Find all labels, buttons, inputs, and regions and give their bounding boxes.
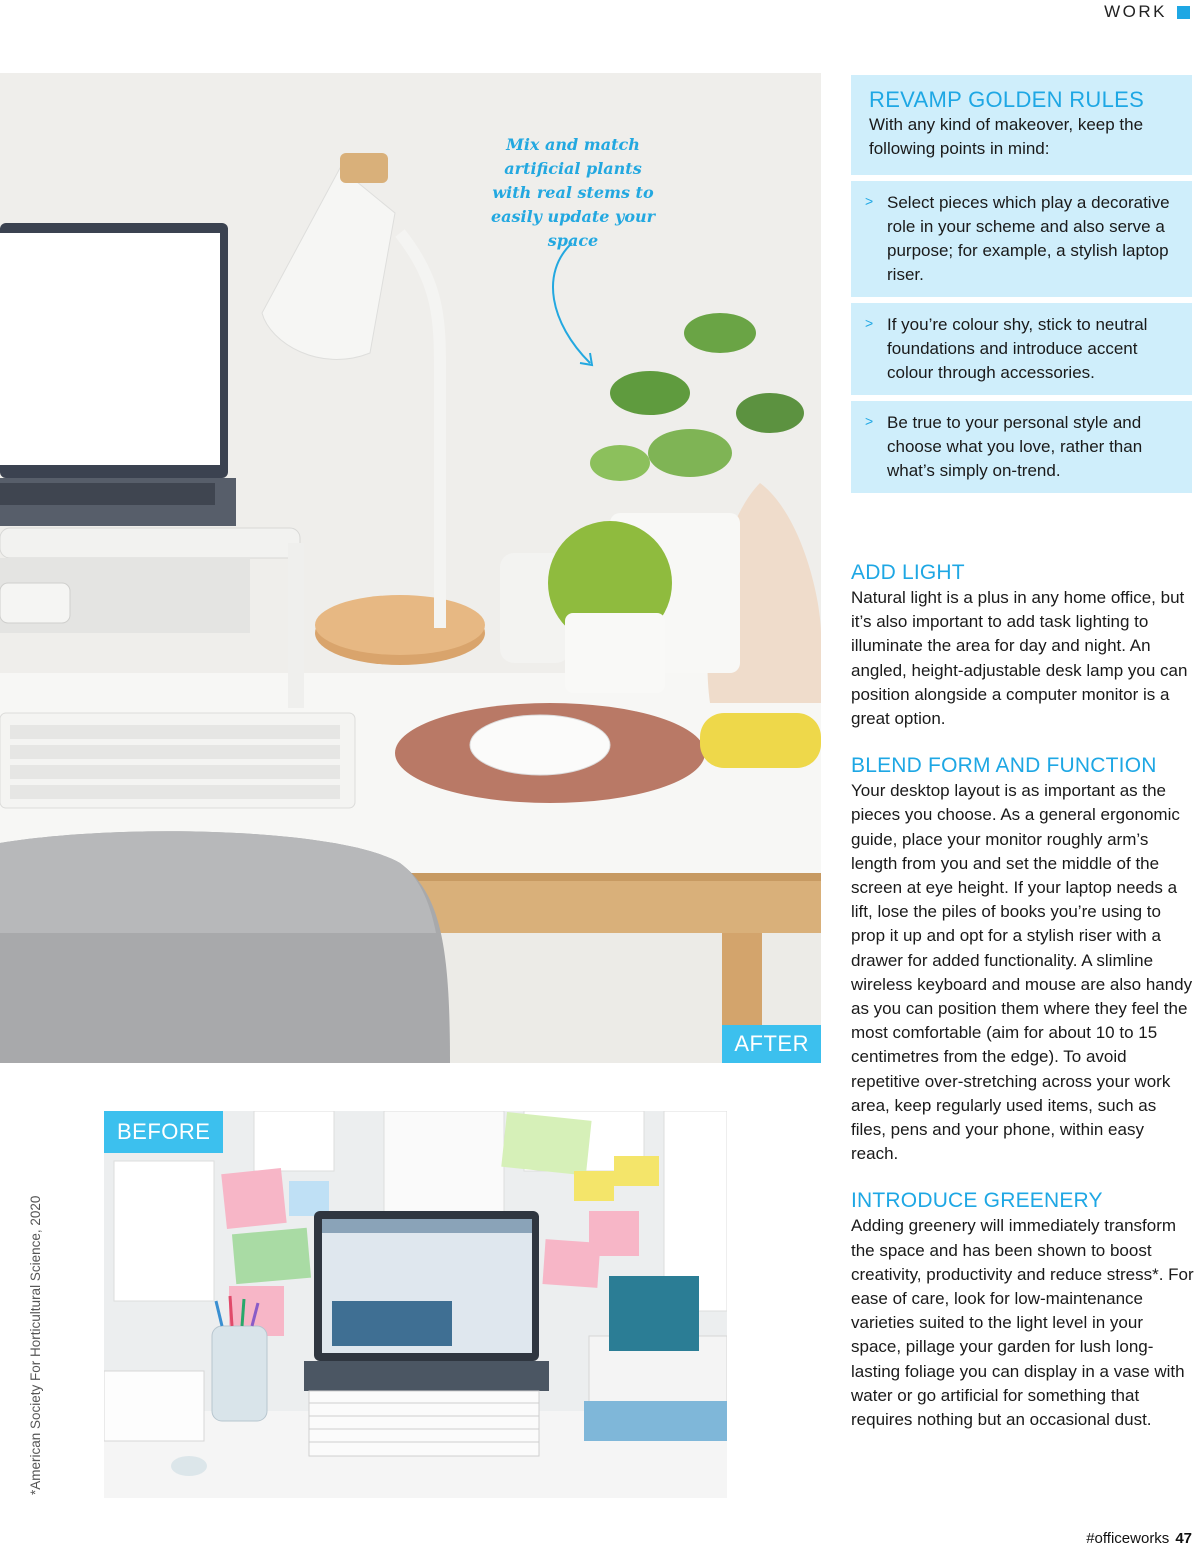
golden-rules-box xyxy=(851,75,1192,493)
rules-header xyxy=(851,75,1192,175)
rule-text: If you’re colour shy, stick to neutral foundations and introduce accent colour through accessories. xyxy=(887,315,1148,382)
footnote: *American Society For Horticultural Science, 2020 xyxy=(28,1195,43,1495)
article-section-add-light xyxy=(851,560,1194,731)
rule-item xyxy=(851,401,1192,493)
page-number: 47 xyxy=(1175,1530,1192,1547)
section-tag xyxy=(1104,2,1190,22)
rules-title: REVAMP GOLDEN RULES xyxy=(869,87,1145,112)
article-body xyxy=(851,560,1194,1454)
chevron-right-icon: > xyxy=(865,193,874,209)
footer-hashtag: #officeworks xyxy=(1086,1530,1170,1547)
annotation-text: Mix and match artificial plants with real stems to easily update your space xyxy=(490,135,656,250)
before-photo xyxy=(104,1111,727,1498)
section-body: Natural light is a plus in any home office, but it’s also important to add task lighting to illuminate the area for day and night. An angled, height-adjustable desk lamp you can position alongside a computer monitor is a great option. xyxy=(851,588,1188,729)
rule-item xyxy=(851,181,1192,297)
after-badge: AFTER xyxy=(722,1025,821,1063)
section-heading: INTRODUCE GREENERY xyxy=(851,1189,1103,1213)
section-body: Adding greenery will immediately transform the space and has been shown to boost creativity, productivity and reduce stress*. For ease of care, look for low-maintenance varieties suited to the light level in your space, pillage your garden for lush long-lasting foliage you can display in a vase with water or go artificial for something that requires nothing but an occasional dust. xyxy=(851,1216,1194,1430)
section-square-icon xyxy=(1177,6,1190,19)
rule-text: Be true to your personal style and choose what you love, rather than what’s simply on-trend. xyxy=(887,413,1143,480)
after-photo xyxy=(0,73,821,1063)
before-badge: BEFORE xyxy=(104,1111,223,1153)
after-photo-illustration xyxy=(0,73,821,1063)
chevron-right-icon: > xyxy=(865,315,874,331)
section-heading: BLEND FORM AND FUNCTION xyxy=(851,754,1157,778)
rule-item xyxy=(851,303,1192,395)
article-section-greenery xyxy=(851,1188,1194,1432)
before-photo-illustration xyxy=(104,1111,727,1498)
rule-text: Select pieces which play a decorative role in your scheme and also serve a purpose; for example, a stylish laptop riser. xyxy=(887,193,1170,284)
article-section-blend-form xyxy=(851,753,1194,1166)
chevron-right-icon: > xyxy=(865,413,874,429)
section-body: Your desktop layout is as important as the pieces you choose. As a general ergonomic guide, place your monitor roughly arm’s length from you and set the middle of the screen at eye height. If your laptop needs a lift, lose the piles of books you’re using to prop it up and opt for a stylish riser with a drawer for added functionality. A slimline wireless keyboard and mouse are also handy as you can position them where they feel the most comfortable (aim for about 10 to 15 centimetres from the edge). To avoid repetitive over-stretching across your work area, keep regularly used items, such as files, pens and your phone, within easy reach. xyxy=(851,781,1193,1164)
page-footer xyxy=(1086,1530,1192,1547)
rules-intro: With any kind of makeover, keep the following points in mind: xyxy=(869,115,1144,158)
section-label: WORK xyxy=(1104,2,1167,21)
section-heading: ADD LIGHT xyxy=(851,561,965,584)
